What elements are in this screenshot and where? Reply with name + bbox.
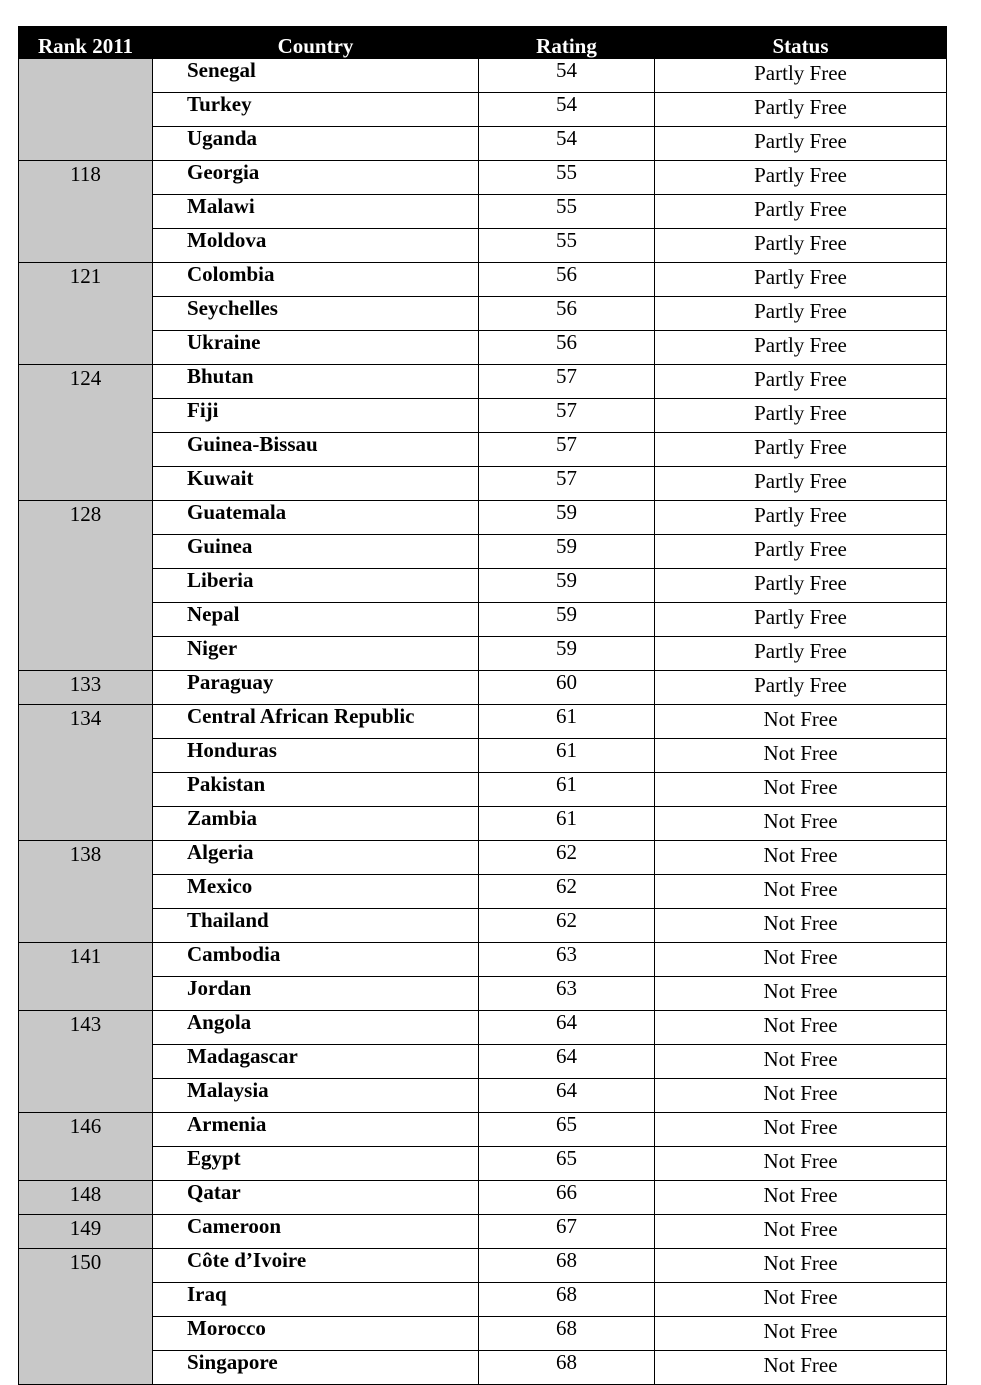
country-cell: Cambodia	[153, 943, 479, 977]
table-row	[19, 1283, 947, 1317]
country-cell: Seychelles	[153, 297, 479, 331]
status-cell: Not Free	[655, 909, 947, 943]
table-row	[19, 1045, 947, 1079]
rating-cell: 61	[479, 773, 655, 807]
rating-cell: 64	[479, 1011, 655, 1045]
rating-cell: 59	[479, 569, 655, 603]
country-cell: Algeria	[153, 841, 479, 875]
status-cell: Not Free	[655, 1351, 947, 1385]
status-cell: Not Free	[655, 1113, 947, 1147]
status-cell: Not Free	[655, 977, 947, 1011]
rating-cell: 65	[479, 1147, 655, 1181]
rating-cell: 57	[479, 365, 655, 399]
rating-cell: 68	[479, 1249, 655, 1283]
country-cell: Turkey	[153, 93, 479, 127]
status-cell: Not Free	[655, 739, 947, 773]
country-cell: Angola	[153, 1011, 479, 1045]
rating-cell: 61	[479, 705, 655, 739]
status-cell: Partly Free	[655, 637, 947, 671]
status-cell: Partly Free	[655, 59, 947, 93]
country-cell: Kuwait	[153, 467, 479, 501]
status-cell: Partly Free	[655, 127, 947, 161]
table-row	[19, 229, 947, 263]
country-cell: Mexico	[153, 875, 479, 909]
rating-cell: 64	[479, 1079, 655, 1113]
table-row	[19, 1249, 947, 1283]
country-cell: Côte d’Ivoire	[153, 1249, 479, 1283]
status-cell: Partly Free	[655, 195, 947, 229]
status-cell: Partly Free	[655, 399, 947, 433]
country-cell: Georgia	[153, 161, 479, 195]
rating-cell: 56	[479, 263, 655, 297]
header-country: Country	[153, 27, 479, 59]
country-cell: Colombia	[153, 263, 479, 297]
table-row	[19, 127, 947, 161]
rank-cell: 138	[19, 841, 153, 943]
status-cell: Not Free	[655, 1011, 947, 1045]
table-row	[19, 1011, 947, 1045]
country-cell: Armenia	[153, 1113, 479, 1147]
status-cell: Not Free	[655, 705, 947, 739]
rating-cell: 68	[479, 1351, 655, 1385]
rank-cell: 128	[19, 501, 153, 671]
rating-cell: 61	[479, 807, 655, 841]
country-cell: Nepal	[153, 603, 479, 637]
table-row	[19, 1215, 947, 1249]
rating-cell: 55	[479, 195, 655, 229]
table-row	[19, 1181, 947, 1215]
status-cell: Partly Free	[655, 365, 947, 399]
rating-cell: 57	[479, 399, 655, 433]
country-cell: Singapore	[153, 1351, 479, 1385]
status-cell: Partly Free	[655, 297, 947, 331]
country-cell: Malaysia	[153, 1079, 479, 1113]
country-cell: Malawi	[153, 195, 479, 229]
rating-cell: 56	[479, 297, 655, 331]
country-cell: Cameroon	[153, 1215, 479, 1249]
table-row	[19, 1317, 947, 1351]
country-cell: Jordan	[153, 977, 479, 1011]
table-row	[19, 875, 947, 909]
rating-cell: 54	[479, 59, 655, 93]
status-cell: Partly Free	[655, 433, 947, 467]
ranking-table	[18, 26, 947, 1385]
header-status: Status	[655, 27, 947, 59]
status-cell: Not Free	[655, 1079, 947, 1113]
status-cell: Not Free	[655, 875, 947, 909]
table-row	[19, 263, 947, 297]
rating-cell: 59	[479, 637, 655, 671]
country-cell: Guatemala	[153, 501, 479, 535]
country-cell: Fiji	[153, 399, 479, 433]
country-cell: Egypt	[153, 1147, 479, 1181]
rank-cell: 118	[19, 161, 153, 263]
table-row	[19, 399, 947, 433]
table-row	[19, 1079, 947, 1113]
rating-cell: 61	[479, 739, 655, 773]
country-cell: Zambia	[153, 807, 479, 841]
table-header	[19, 27, 947, 59]
table-row	[19, 467, 947, 501]
rating-cell: 57	[479, 467, 655, 501]
rating-cell: 55	[479, 161, 655, 195]
table-row	[19, 297, 947, 331]
table-row	[19, 603, 947, 637]
country-cell: Uganda	[153, 127, 479, 161]
status-cell: Partly Free	[655, 671, 947, 705]
rating-cell: 59	[479, 535, 655, 569]
status-cell: Not Free	[655, 1045, 947, 1079]
status-cell: Partly Free	[655, 263, 947, 297]
rating-cell: 62	[479, 875, 655, 909]
status-cell: Not Free	[655, 943, 947, 977]
rating-cell: 62	[479, 841, 655, 875]
rank-cell: 121	[19, 263, 153, 365]
status-cell: Partly Free	[655, 93, 947, 127]
status-cell: Partly Free	[655, 603, 947, 637]
country-cell: Honduras	[153, 739, 479, 773]
table-row	[19, 331, 947, 365]
status-cell: Not Free	[655, 807, 947, 841]
status-cell: Partly Free	[655, 569, 947, 603]
table-row	[19, 739, 947, 773]
rank-cell: 133	[19, 671, 153, 705]
table-row	[19, 773, 947, 807]
country-cell: Madagascar	[153, 1045, 479, 1079]
table-row	[19, 365, 947, 399]
rating-cell: 54	[479, 127, 655, 161]
country-cell: Qatar	[153, 1181, 479, 1215]
rating-cell: 59	[479, 603, 655, 637]
country-cell: Central African Republic	[153, 705, 479, 739]
table-row	[19, 93, 947, 127]
table-row	[19, 1113, 947, 1147]
status-cell: Not Free	[655, 1283, 947, 1317]
country-cell: Iraq	[153, 1283, 479, 1317]
country-cell: Liberia	[153, 569, 479, 603]
country-cell: Paraguay	[153, 671, 479, 705]
table-row	[19, 943, 947, 977]
table-row	[19, 569, 947, 603]
rank-cell: 134	[19, 705, 153, 841]
rating-cell: 63	[479, 977, 655, 1011]
country-cell: Guinea-Bissau	[153, 433, 479, 467]
rank-cell: 150	[19, 1249, 153, 1385]
header-rating: Rating	[479, 27, 655, 59]
rank-cell: 149	[19, 1215, 153, 1249]
header-row	[19, 27, 947, 59]
table-row	[19, 705, 947, 739]
table-row	[19, 977, 947, 1011]
rating-cell: 63	[479, 943, 655, 977]
status-cell: Not Free	[655, 841, 947, 875]
status-cell: Not Free	[655, 1249, 947, 1283]
rating-cell: 67	[479, 1215, 655, 1249]
country-cell: Thailand	[153, 909, 479, 943]
rank-cell: 124	[19, 365, 153, 501]
country-cell: Ukraine	[153, 331, 479, 365]
table-row	[19, 501, 947, 535]
table-row	[19, 535, 947, 569]
table-row	[19, 59, 947, 93]
status-cell: Not Free	[655, 1147, 947, 1181]
country-cell: Morocco	[153, 1317, 479, 1351]
table-row	[19, 433, 947, 467]
rating-cell: 59	[479, 501, 655, 535]
country-cell: Pakistan	[153, 773, 479, 807]
rating-cell: 57	[479, 433, 655, 467]
table-row	[19, 807, 947, 841]
table-row	[19, 637, 947, 671]
table-row	[19, 841, 947, 875]
status-cell: Partly Free	[655, 535, 947, 569]
status-cell: Partly Free	[655, 467, 947, 501]
country-cell: Guinea	[153, 535, 479, 569]
status-cell: Partly Free	[655, 501, 947, 535]
status-cell: Not Free	[655, 1181, 947, 1215]
rating-cell: 64	[479, 1045, 655, 1079]
status-cell: Not Free	[655, 1215, 947, 1249]
rank-cell: 141	[19, 943, 153, 1011]
table-row	[19, 671, 947, 705]
rating-cell: 66	[479, 1181, 655, 1215]
country-cell: Moldova	[153, 229, 479, 263]
status-cell: Partly Free	[655, 229, 947, 263]
rating-cell: 62	[479, 909, 655, 943]
status-cell: Partly Free	[655, 331, 947, 365]
header-rank: Rank 2011	[19, 27, 153, 59]
status-cell: Partly Free	[655, 161, 947, 195]
rating-cell: 68	[479, 1283, 655, 1317]
rating-cell: 55	[479, 229, 655, 263]
rank-cell	[19, 59, 153, 161]
rating-cell: 60	[479, 671, 655, 705]
country-cell: Senegal	[153, 59, 479, 93]
rank-cell: 148	[19, 1181, 153, 1215]
country-cell: Bhutan	[153, 365, 479, 399]
table-row	[19, 195, 947, 229]
table-row	[19, 161, 947, 195]
rating-cell: 65	[479, 1113, 655, 1147]
table-row	[19, 1147, 947, 1181]
table-row	[19, 1351, 947, 1385]
table-row	[19, 909, 947, 943]
table-body	[19, 59, 947, 1385]
rating-cell: 56	[479, 331, 655, 365]
rank-cell: 146	[19, 1113, 153, 1181]
rating-cell: 68	[479, 1317, 655, 1351]
status-cell: Not Free	[655, 773, 947, 807]
rating-cell: 54	[479, 93, 655, 127]
country-cell: Niger	[153, 637, 479, 671]
status-cell: Not Free	[655, 1317, 947, 1351]
rank-cell: 143	[19, 1011, 153, 1113]
